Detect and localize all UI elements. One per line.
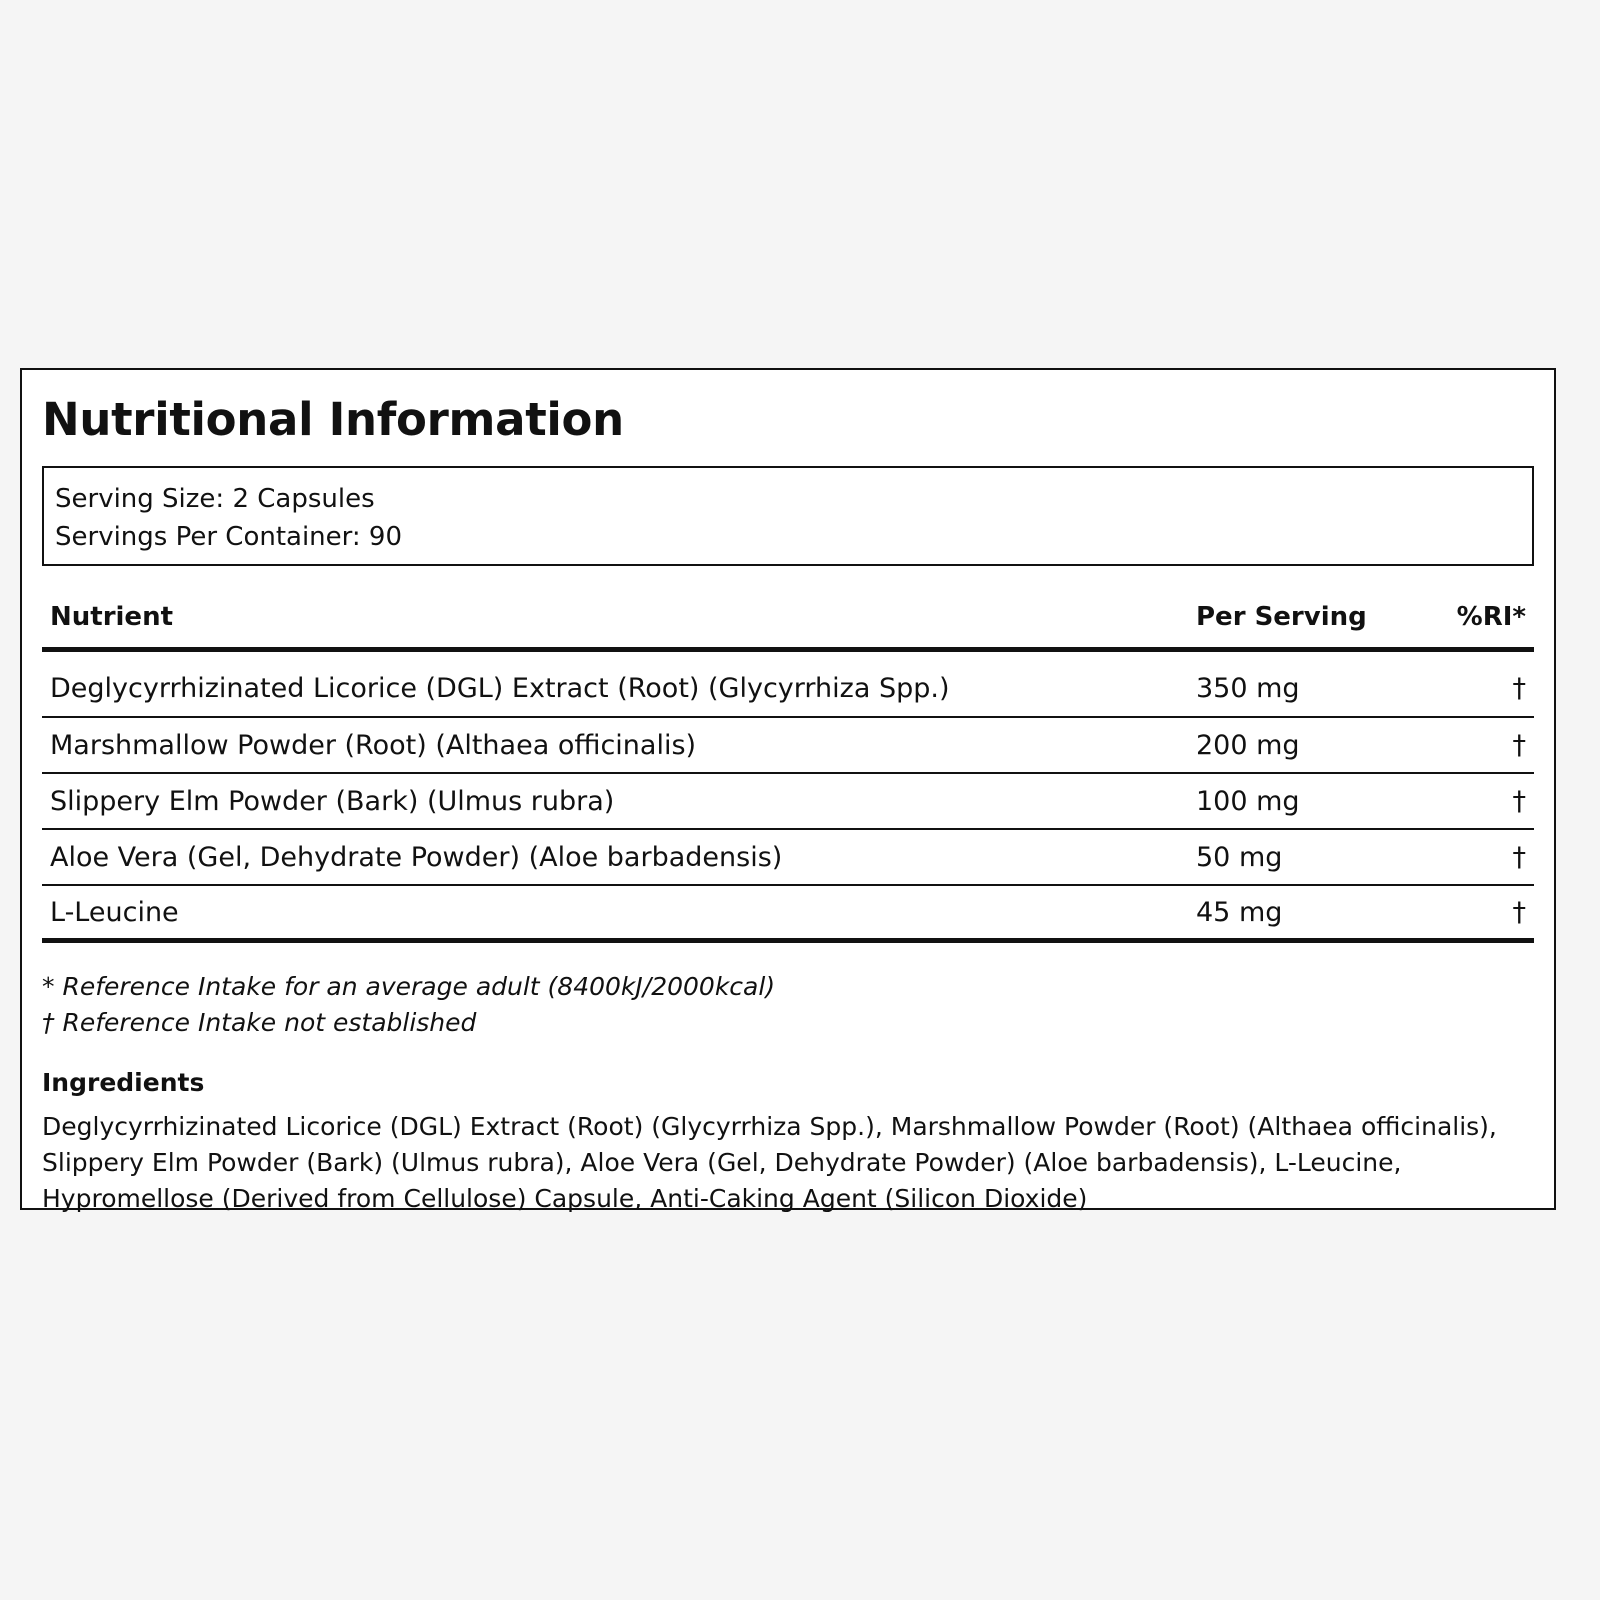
nutrient-name: Deglycyrrhizinated Licorice (DGL) Extract (Root) (Glycyrrhiza Spp.) bbox=[50, 672, 950, 704]
nutrient-ri: † bbox=[1512, 841, 1526, 873]
ingredients-heading: Ingredients bbox=[42, 1068, 205, 1097]
table-row bbox=[42, 830, 1534, 886]
nutrient-ri: † bbox=[1512, 785, 1526, 817]
nutrient-name: L-Leucine bbox=[50, 896, 179, 928]
nutrient-amount: 50 mg bbox=[1196, 841, 1283, 873]
serving-info-box bbox=[42, 466, 1534, 566]
page-title: Nutritional Information bbox=[42, 393, 624, 446]
table-row bbox=[42, 718, 1534, 774]
table-row bbox=[42, 774, 1534, 830]
header-ri: %RI* bbox=[1456, 601, 1526, 632]
nutrient-amount: 45 mg bbox=[1196, 896, 1283, 928]
nutrient-ri: † bbox=[1512, 896, 1526, 928]
nutrient-amount: 350 mg bbox=[1196, 672, 1300, 704]
table-row bbox=[42, 652, 1534, 718]
header-nutrient: Nutrient bbox=[50, 601, 174, 632]
nutrient-amount: 200 mg bbox=[1196, 729, 1300, 761]
table-header-row bbox=[42, 586, 1534, 652]
servings-per-container: Servings Per Container: 90 bbox=[55, 522, 403, 552]
nutrient-name: Marshmallow Powder (Root) (Althaea officinalis) bbox=[50, 729, 697, 761]
ingredients-text: Deglycyrrhizinated Licorice (DGL) Extract (Root) (Glycyrrhiza Spp.), Marshmallow Powder (Root) (Althaea officinalis), Slippery Elm Powder (Bark) (Ulmus rubra), Aloe Vera (Gel, Dehydrate Powder) (Aloe barbadensis), L-Leucine, Hypromellose (Derived from Cellulose) Capsule, Anti-Caking Agent (Silicon Dioxide) bbox=[42, 1112, 1497, 1213]
header-per-serving: Per Serving bbox=[1196, 601, 1367, 632]
footnote-not-established: † Reference Intake not established bbox=[42, 1008, 477, 1037]
footnotes bbox=[42, 969, 1534, 1041]
nutrient-amount: 100 mg bbox=[1196, 785, 1300, 817]
nutrient-name: Aloe Vera (Gel, Dehydrate Powder) (Aloe barbadensis) bbox=[50, 841, 783, 873]
nutrition-panel bbox=[20, 368, 1556, 1213]
nutrient-name: Slippery Elm Powder (Bark) (Ulmus rubra) bbox=[50, 785, 615, 817]
table-row bbox=[42, 886, 1534, 943]
serving-size: Serving Size: 2 Capsules bbox=[55, 484, 375, 514]
nutrient-ri: † bbox=[1512, 729, 1526, 761]
nutrient-ri: † bbox=[1512, 672, 1526, 704]
nutrient-table bbox=[42, 586, 1534, 943]
footnote-reference-intake: * Reference Intake for an average adult (8400kJ/2000kcal) bbox=[42, 972, 776, 1001]
